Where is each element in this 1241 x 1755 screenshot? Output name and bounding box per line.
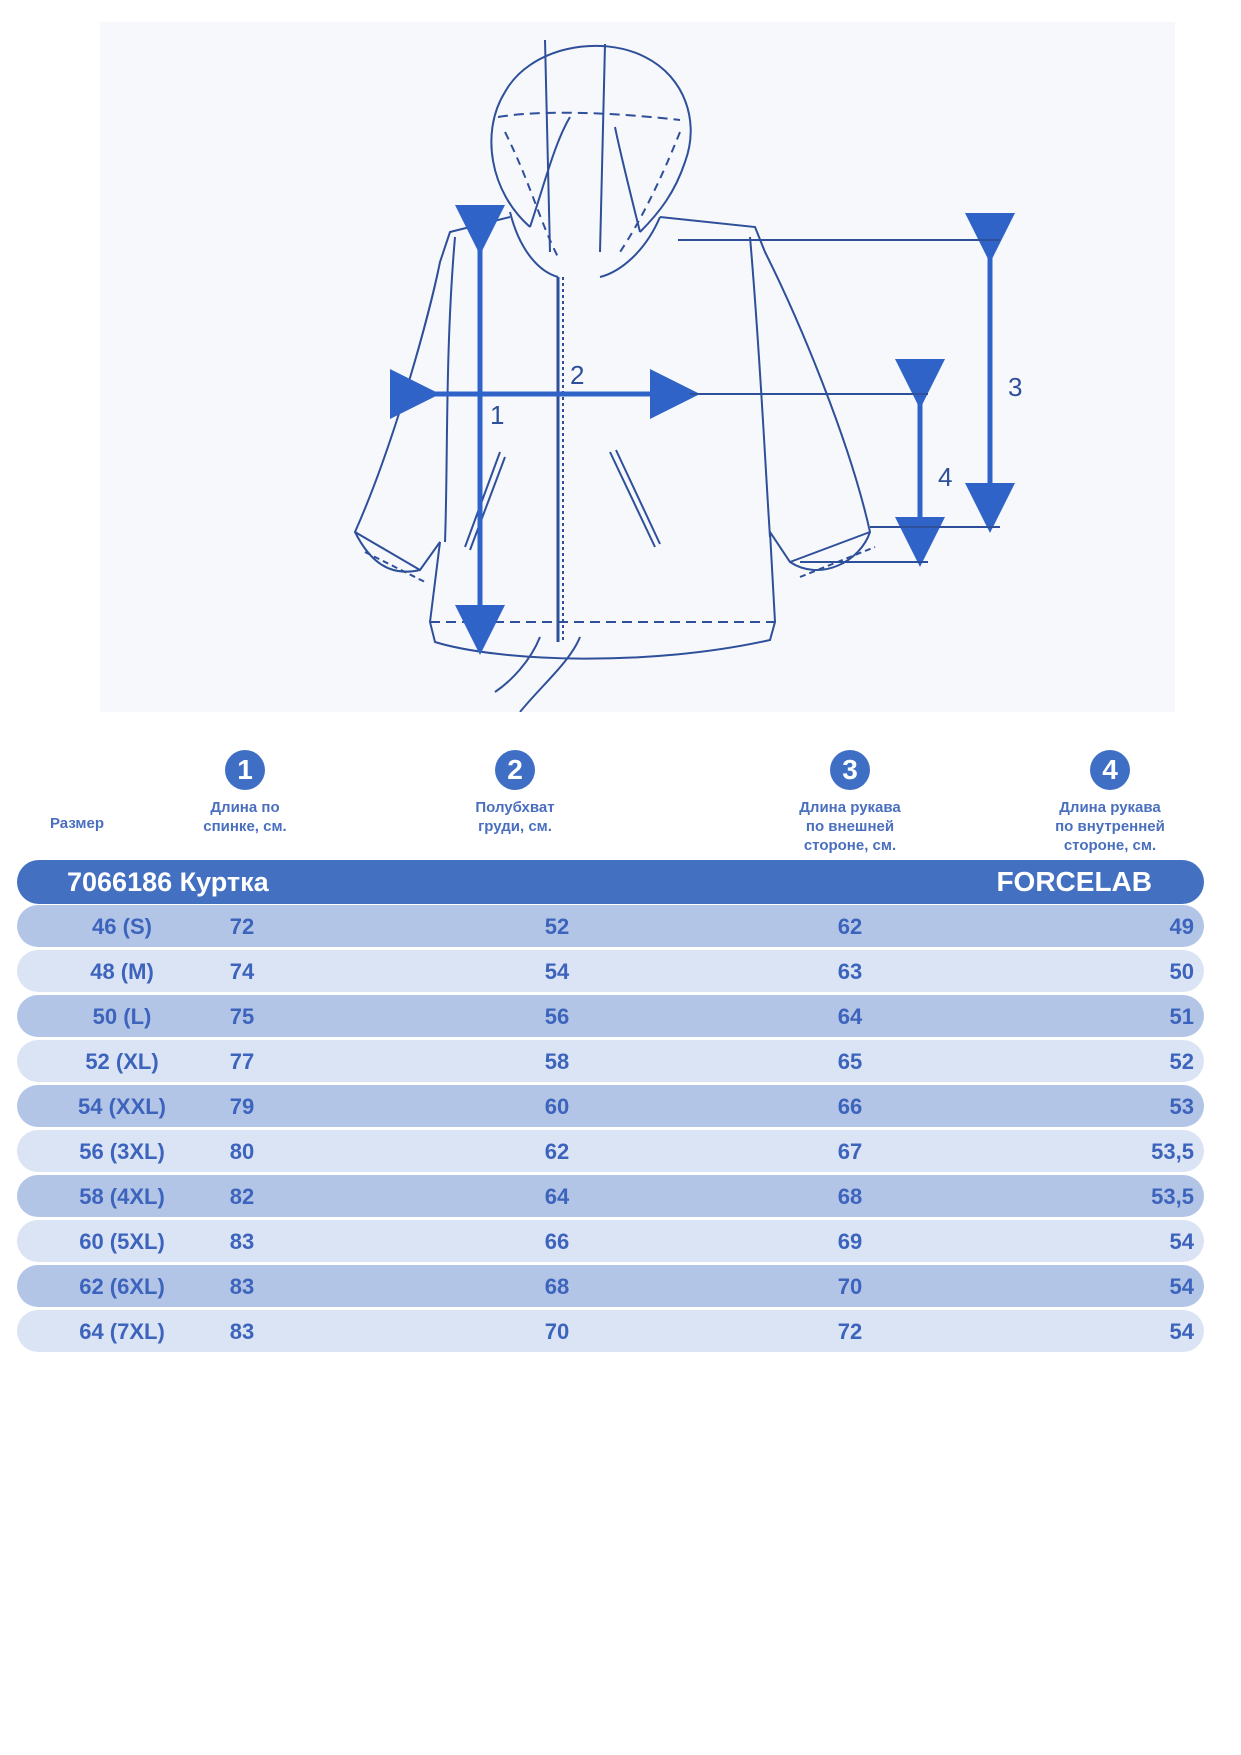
header-line: Длина рукава	[799, 799, 901, 816]
diagram-label-3: 3	[1008, 372, 1023, 402]
cell-back-length: 74	[229, 959, 255, 984]
cell-size: 46 (S)	[92, 914, 152, 939]
cell-back-length: 83	[229, 1319, 255, 1344]
cell-sleeve-outer: 69	[837, 1229, 863, 1254]
product-article-title: 7066186 Куртка	[67, 867, 269, 897]
cell-size: 48 (M)	[90, 959, 154, 984]
cell-sleeve-inner: 49	[1169, 914, 1194, 939]
header-line: стороне, см.	[803, 837, 897, 854]
cell-sleeve-outer: 70	[837, 1274, 863, 1299]
cell-half-chest: 58	[544, 1049, 570, 1074]
header-line: по внутренней	[1055, 818, 1165, 835]
table-row	[17, 1130, 1204, 1172]
table-row	[17, 1175, 1204, 1217]
brand-name: FORCELAB	[996, 866, 1152, 897]
cell-sleeve-inner: 53,5	[1151, 1139, 1194, 1164]
cell-sleeve-inner: 54	[1169, 1319, 1194, 1344]
cell-sleeve-outer: 67	[837, 1139, 863, 1164]
cell-sleeve-inner: 53	[1169, 1094, 1194, 1119]
cell-size: 62 (6XL)	[79, 1274, 165, 1299]
table-row	[17, 995, 1204, 1037]
cell-sleeve-outer: 63	[837, 959, 863, 984]
cell-half-chest: 52	[544, 914, 570, 939]
column-header-sleeve-inner	[1020, 750, 1200, 855]
cell-half-chest: 64	[544, 1184, 570, 1209]
header-line: Длина рукава	[1059, 799, 1161, 816]
table-row	[17, 905, 1204, 947]
badge-2: 2	[495, 750, 535, 790]
cell-sleeve-inner: 52	[1169, 1049, 1194, 1074]
table-row	[17, 1310, 1204, 1352]
cell-size: 54 (XXL)	[77, 1094, 167, 1119]
cell-sleeve-inner: 53,5	[1151, 1184, 1194, 1209]
cell-back-length: 75	[229, 1004, 255, 1029]
cell-half-chest: 70	[544, 1319, 570, 1344]
cell-size: 50 (L)	[92, 1004, 152, 1029]
cell-size: 56 (3XL)	[79, 1139, 165, 1164]
cell-back-length: 79	[229, 1094, 255, 1119]
cell-sleeve-inner: 54	[1169, 1229, 1194, 1254]
jacket-outline	[355, 40, 875, 712]
cell-half-chest: 68	[544, 1274, 570, 1299]
cell-half-chest: 66	[544, 1229, 570, 1254]
header-line: Длина по	[210, 799, 280, 816]
table-row	[17, 1220, 1204, 1262]
cell-size: 52 (XL)	[85, 1049, 159, 1074]
badge-4: 4	[1090, 750, 1130, 790]
size-column-header: Размер	[50, 815, 105, 832]
jacket-diagram	[100, 22, 1175, 712]
column-header-back-length	[170, 750, 320, 836]
cell-sleeve-inner: 51	[1169, 1004, 1194, 1029]
table-row	[17, 1085, 1204, 1127]
header-line: Полубхват	[475, 799, 555, 816]
column-header-half-chest	[440, 750, 590, 836]
cell-sleeve-outer: 62	[837, 914, 863, 939]
column-header-sleeve-outer	[765, 750, 935, 855]
cell-size: 64 (7XL)	[79, 1319, 165, 1344]
measure-arrows	[425, 240, 990, 640]
jacket-drawing	[100, 22, 1175, 712]
header-line: по внешней	[805, 818, 895, 835]
guide-lines	[678, 240, 1000, 562]
diagram-label-4: 4	[938, 462, 953, 492]
header-line: спинке, см.	[203, 818, 287, 835]
cell-sleeve-inner: 50	[1169, 959, 1194, 984]
header-line: стороне, см.	[1063, 837, 1157, 854]
diagram-label-2: 2	[570, 360, 585, 390]
badge-3: 3	[830, 750, 870, 790]
cell-sleeve-outer: 66	[837, 1094, 863, 1119]
cell-half-chest: 54	[544, 959, 570, 984]
cell-half-chest: 60	[544, 1094, 570, 1119]
table-row	[17, 1265, 1204, 1307]
cell-half-chest: 62	[544, 1139, 570, 1164]
cell-sleeve-outer: 68	[837, 1184, 863, 1209]
cell-back-length: 83	[229, 1229, 255, 1254]
cell-sleeve-outer: 64	[837, 1004, 863, 1029]
cell-back-length: 82	[229, 1184, 255, 1209]
product-title-bar	[17, 860, 1204, 904]
cell-half-chest: 56	[544, 1004, 570, 1029]
table-row	[17, 1040, 1204, 1082]
cell-back-length: 77	[229, 1049, 255, 1074]
cell-back-length: 72	[229, 914, 255, 939]
table-row	[17, 950, 1204, 992]
cell-sleeve-outer: 72	[837, 1319, 863, 1344]
badge-1: 1	[225, 750, 265, 790]
cell-back-length: 83	[229, 1274, 255, 1299]
cell-back-length: 80	[229, 1139, 255, 1164]
header-line: груди, см.	[478, 818, 552, 835]
cell-sleeve-outer: 65	[837, 1049, 863, 1074]
cell-size: 58 (4XL)	[79, 1184, 165, 1209]
cell-size: 60 (5XL)	[79, 1229, 165, 1254]
cell-sleeve-inner: 54	[1169, 1274, 1194, 1299]
diagram-label-1: 1	[490, 400, 505, 430]
